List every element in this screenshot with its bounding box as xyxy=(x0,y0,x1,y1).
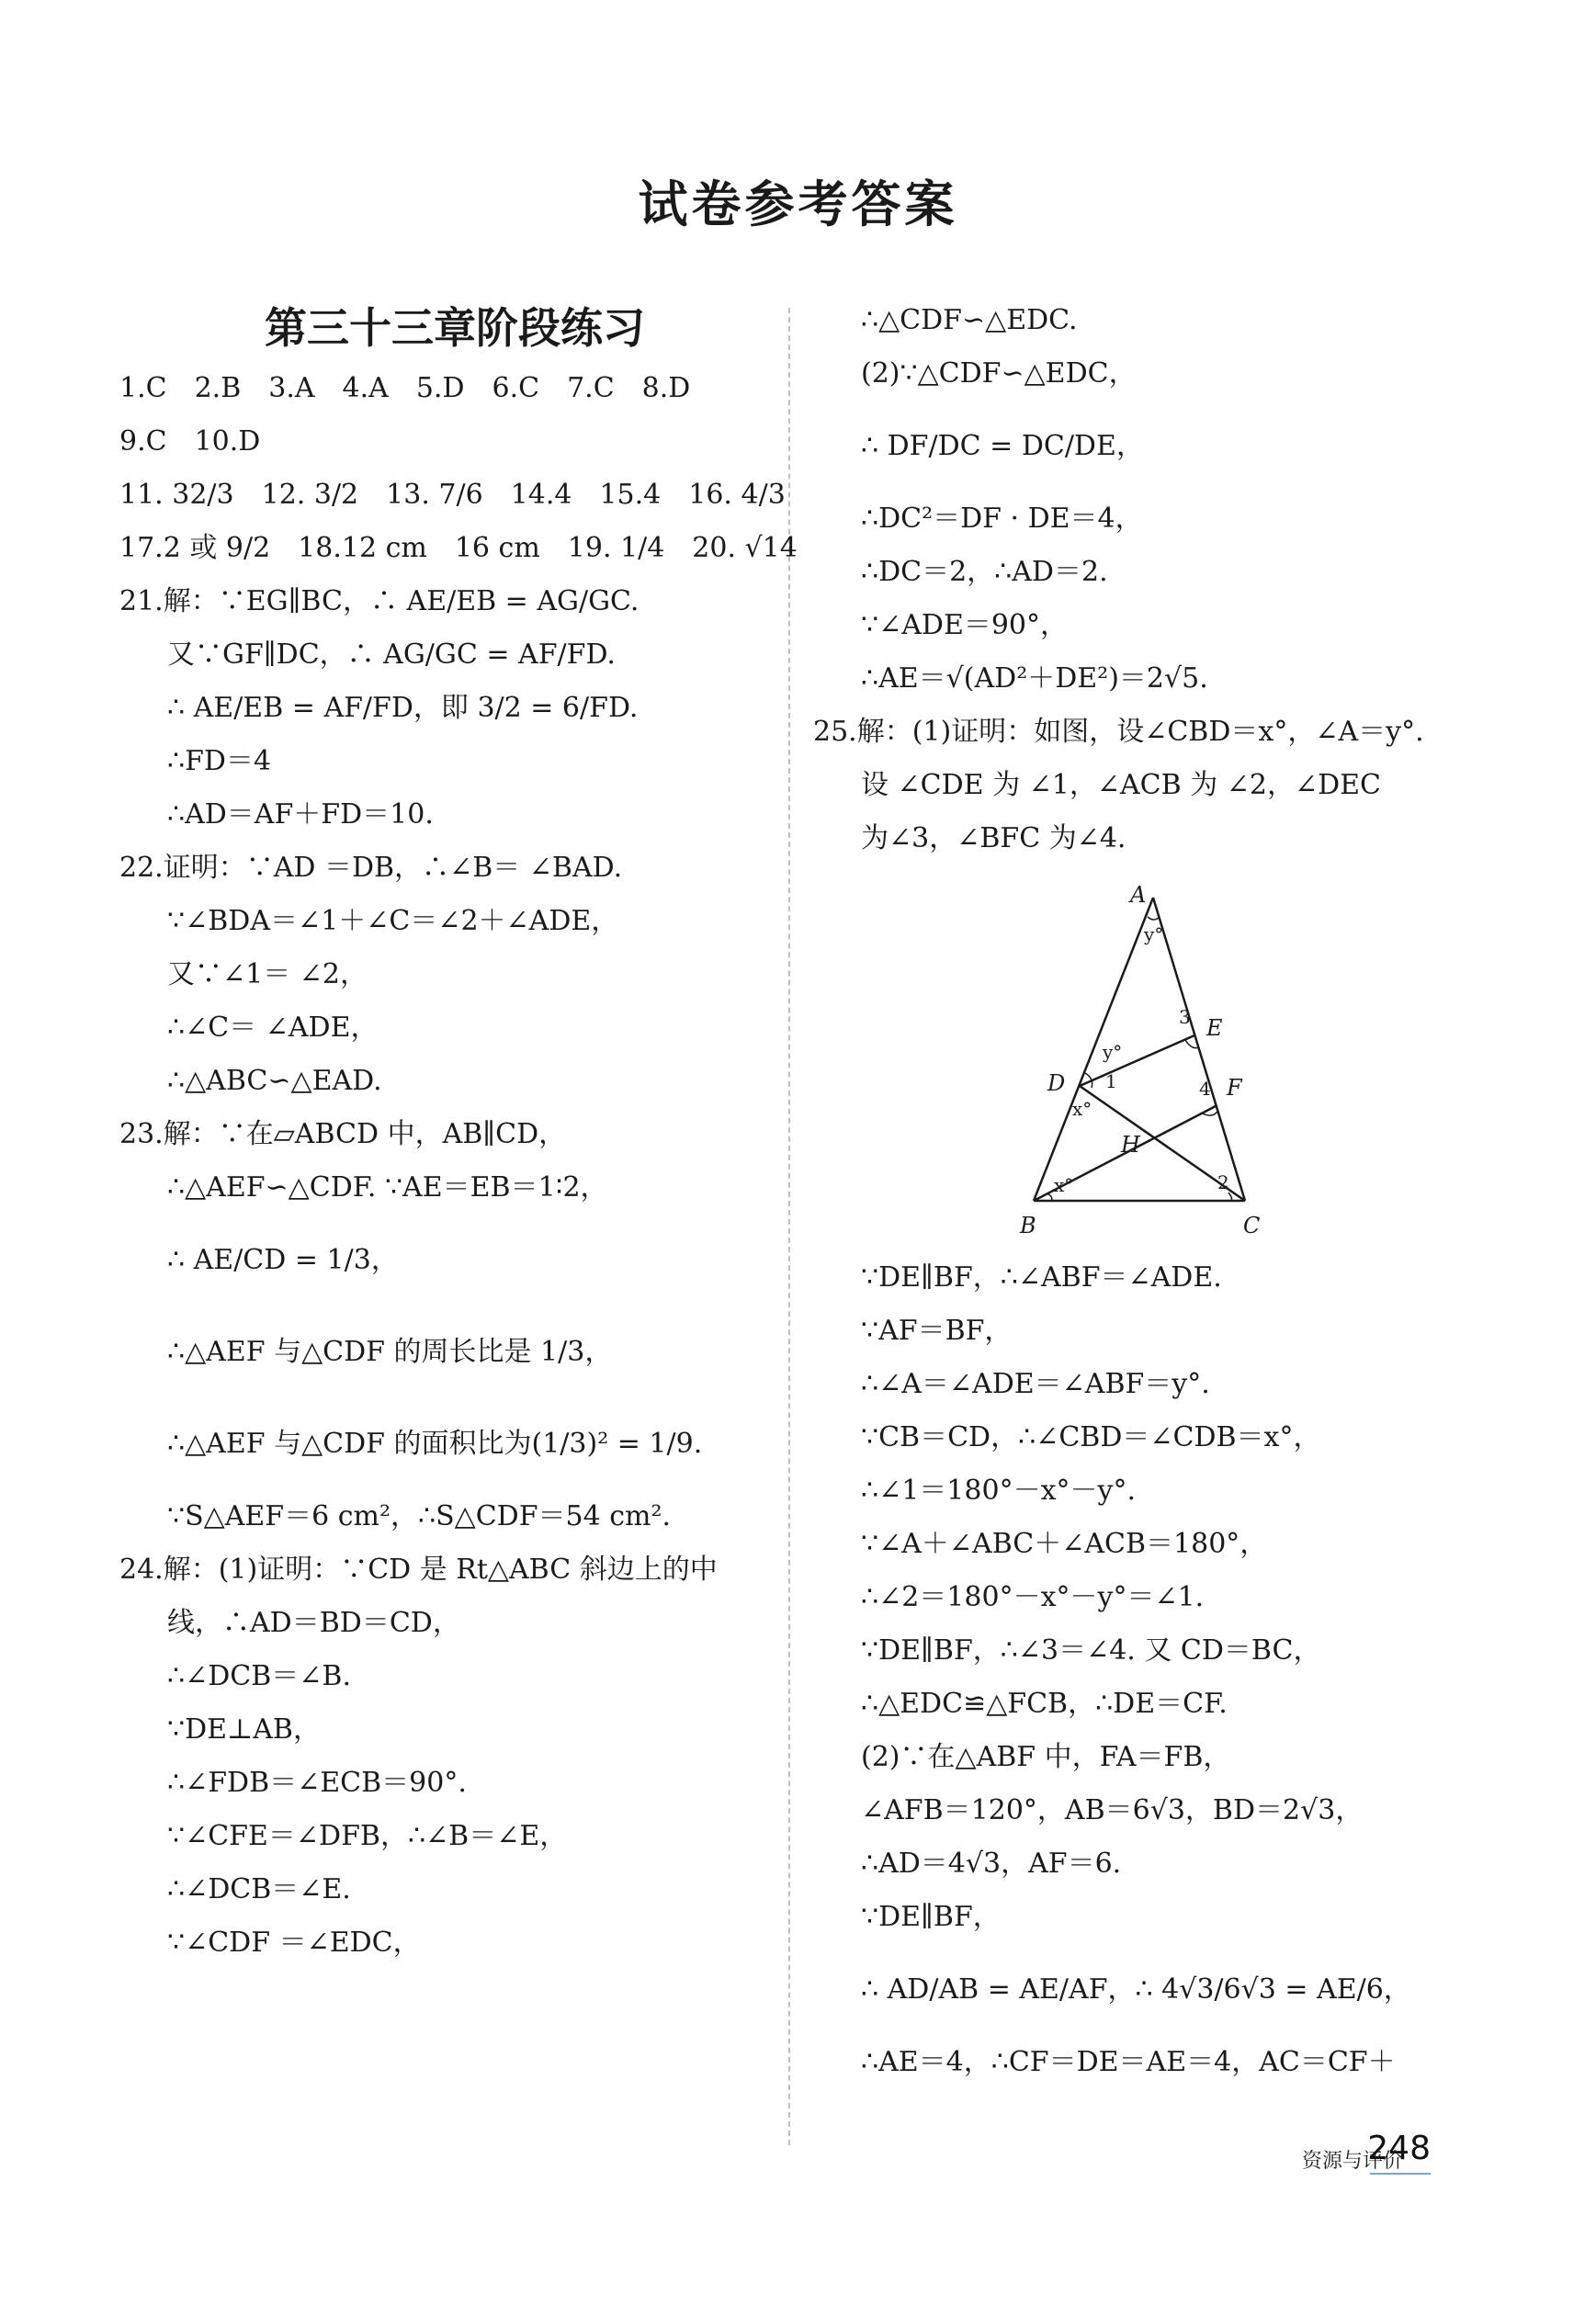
answer-line: ∴△CDF∽△EDC. xyxy=(861,304,1078,336)
answer-line: ∴∠1＝180°－x°－y°. xyxy=(861,1475,1136,1507)
answer-line: ∴∠2＝180°－x°－y°＝∠1. xyxy=(861,1581,1205,1613)
label-c: C xyxy=(1243,1213,1261,1238)
answer-line: ∵∠A＋∠ABC＋∠ACB＝180°， xyxy=(861,1528,1268,1560)
column-divider xyxy=(788,308,790,2145)
label-a: A xyxy=(1130,882,1147,908)
answer-line: ∵AF＝BF， xyxy=(861,1315,1013,1347)
answer-line: 25.解：(1)证明：如图，设∠CBD＝x°，∠A＝y°. xyxy=(813,716,1424,748)
answer-line: ∴ AD/AB = AE/AF，∴ 4√3/6√3 = AE/6， xyxy=(861,1973,1411,2006)
answer-line: 为∠3，∠BFC 为∠4. xyxy=(861,822,1126,854)
answer-line: ∴∠FDB＝∠ECB＝90°. xyxy=(167,1767,467,1799)
answer-line: ∴△AEF∽△CDF. ∵AE＝EB＝1∶2， xyxy=(167,1171,608,1204)
answer-line: ∴ AE/EB = AF/FD，即 3/2 = 6/FD. xyxy=(167,692,639,724)
answer-line: (2)∵△CDF∽△EDC， xyxy=(861,357,1137,390)
answer-line: ∴△ABC∽△EAD. xyxy=(167,1065,382,1097)
angle-arc-d xyxy=(1085,1073,1092,1088)
page-title: 试卷参考答案 xyxy=(638,175,958,233)
answer-line: ∵∠CFE＝∠DFB，∴∠B＝∠E， xyxy=(167,1820,568,1852)
label-y-top: y° xyxy=(1144,923,1164,945)
answer-line: 又∵GF∥DC，∴ AG/GC = AF/FD. xyxy=(167,639,616,671)
answer-line: ∴ DF/DC = DC/DE， xyxy=(861,430,1144,462)
answer-line: ∴△EDC≌△FCB，∴DE＝CF. xyxy=(861,1688,1228,1720)
label-3: 3 xyxy=(1179,1006,1191,1028)
answer-line: ∴△AEF 与△CDF 的周长比是 1/3， xyxy=(167,1336,613,1368)
page-number-underline xyxy=(1370,2173,1431,2175)
label-d: D xyxy=(1047,1070,1066,1096)
label-1: 1 xyxy=(1105,1070,1117,1092)
answer-line: ∴∠DCB＝∠E. xyxy=(167,1873,351,1905)
label-2: 2 xyxy=(1217,1171,1229,1193)
answer-line: ∴AD＝AF＋FD＝10. xyxy=(167,798,434,831)
answer-line: ∵DE∥BF，∴∠3＝∠4. 又 CD＝BC， xyxy=(861,1634,1321,1667)
answer-line: 设 ∠CDE 为 ∠1，∠ACB 为 ∠2，∠DEC xyxy=(861,769,1382,801)
answer-line: (2)∵在△ABF 中，FA＝FB， xyxy=(861,1741,1231,1773)
answer-line: ∵DE∥BF， xyxy=(861,1901,1001,1933)
answer-line: ∴△AEF 与△CDF 的面积比为(1/3)² = 1/9. xyxy=(167,1428,703,1460)
triangle-figure xyxy=(813,865,1475,1251)
answer-line: 17.2 或 9/2 18.12 cm 16 cm 19. 1/4 20. √14 xyxy=(119,532,798,564)
answer-line: 22.证明：∵AD ＝DB，∴∠B＝ ∠BAD. xyxy=(119,852,623,884)
answer-line: ∴ AE/CD = 1/3， xyxy=(167,1244,399,1276)
answer-line: 1.C 2.B 3.A 4.A 5.D 6.C 7.C 8.D xyxy=(119,372,691,404)
label-y-mid: y° xyxy=(1103,1041,1123,1063)
answer-line: ∴DC＝2，∴AD＝2. xyxy=(861,556,1108,588)
answer-line: ∠AFB＝120°，AB＝6√3，BD＝2√3， xyxy=(861,1794,1364,1826)
answer-line: ∵DE⊥AB， xyxy=(167,1713,321,1746)
label-x-d: x° xyxy=(1072,1098,1092,1120)
answer-line: 线，∴AD＝BD＝CD， xyxy=(167,1607,460,1639)
label-e: E xyxy=(1206,1015,1223,1041)
page-number: 248 xyxy=(1367,2130,1431,2167)
answer-line: 9.C 10.D xyxy=(119,425,261,458)
answer-line: ∴∠C＝ ∠ADE， xyxy=(167,1012,379,1044)
label-x-b: x° xyxy=(1054,1174,1074,1196)
answer-line: ∵CB＝CD，∴∠CBD＝∠CDB＝x°， xyxy=(861,1421,1321,1453)
answer-line: 24.解：(1)证明：∵CD 是 Rt△ABC 斜边上的中 xyxy=(119,1554,718,1586)
label-4: 4 xyxy=(1199,1078,1211,1100)
label-b: B xyxy=(1020,1213,1036,1238)
answer-line: ∴AD＝4√3，AF＝6. xyxy=(861,1848,1122,1880)
answer-line: 11. 32/3 12. 3/2 13. 7/6 14.4 15.4 16. 4/3 xyxy=(119,479,786,511)
answer-line: ∴AE＝√(AD²＋DE²)＝2√5. xyxy=(861,662,1208,695)
left-column xyxy=(119,294,798,1970)
right-column xyxy=(813,294,1475,2089)
label-f: F xyxy=(1227,1075,1242,1101)
answer-line: 又∵∠1＝ ∠2， xyxy=(167,958,368,990)
answer-line: ∴AE＝4，∴CF＝DE＝AE＝4，AC＝CF＋ xyxy=(861,2046,1396,2078)
side-ac xyxy=(1153,898,1245,1201)
section-title: 第三十三章阶段练习 xyxy=(265,303,645,353)
footer-book-title: 资源与评价 xyxy=(1301,2150,1403,2173)
answer-line: ∵DE∥BF，∴∠ABF＝∠ADE. xyxy=(861,1261,1222,1294)
answer-line: ∴DC²＝DF · DE＝4， xyxy=(861,503,1143,535)
answer-line: 21.解：∵EG∥BC，∴ AE/EB = AG/GC. xyxy=(119,585,640,617)
answer-line: ∴∠DCB＝∠B. xyxy=(167,1660,351,1692)
angle-arc-a xyxy=(1148,917,1160,920)
answer-line: ∴FD＝4 xyxy=(167,745,272,777)
answer-line: ∵∠BDA＝∠1＋∠C＝∠2＋∠ADE， xyxy=(167,905,619,937)
answer-line: ∵S△AEF＝6 cm²，∴S△CDF＝54 cm². xyxy=(167,1500,672,1532)
label-h: H xyxy=(1121,1132,1140,1158)
answer-line: ∵∠CDF ＝∠EDC， xyxy=(167,1927,421,1959)
answer-line: ∵∠ADE＝90°， xyxy=(861,609,1069,641)
answer-line: ∴∠A＝∠ADE＝∠ABF＝y°. xyxy=(861,1368,1210,1400)
answer-line: 23.解：∵在▱ABCD 中，AB∥CD， xyxy=(119,1118,567,1150)
